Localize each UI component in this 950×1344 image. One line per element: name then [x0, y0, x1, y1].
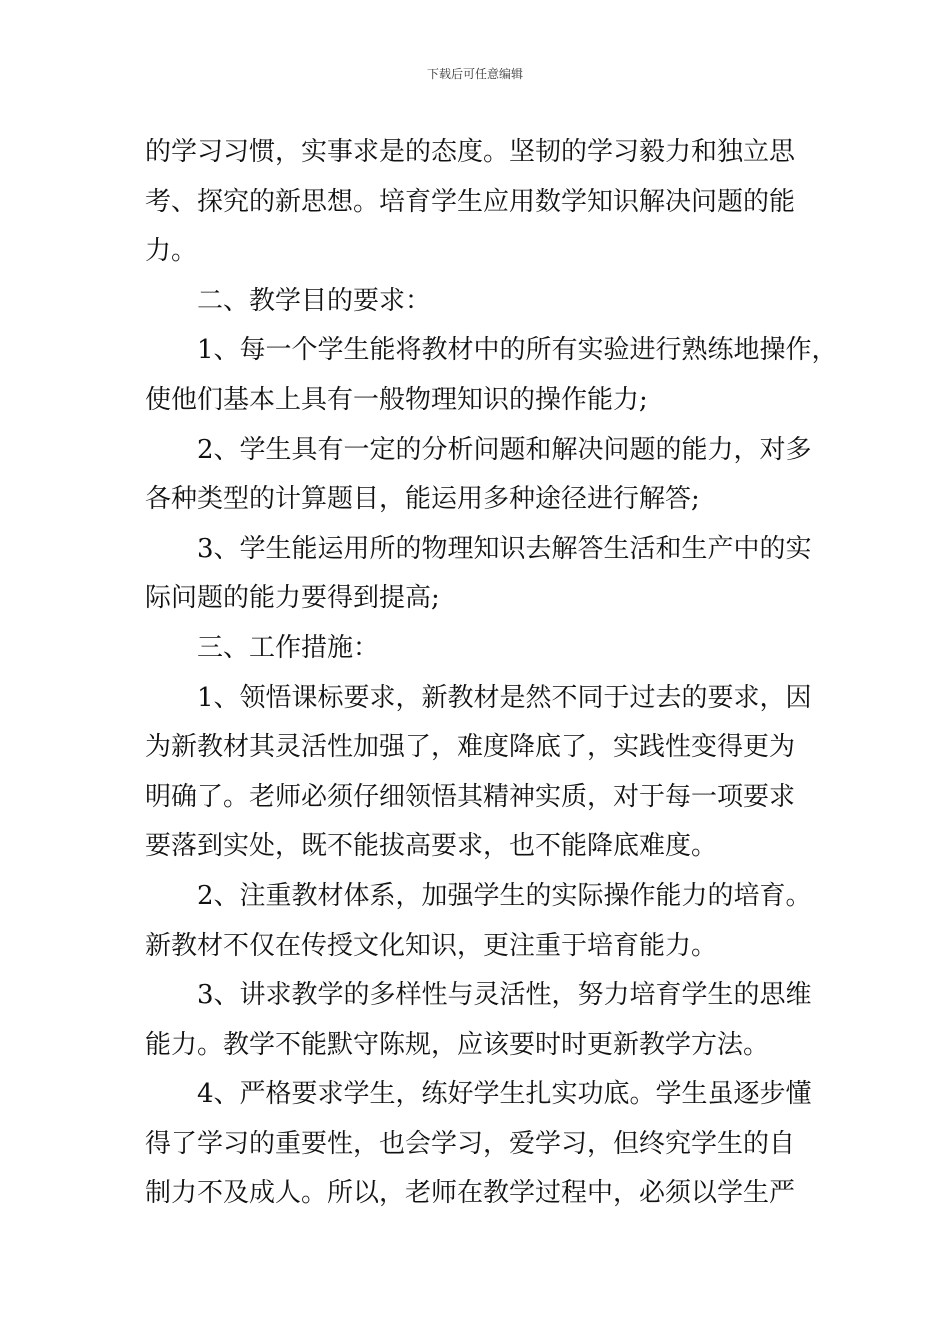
page-header: 下载后可任意编辑	[426, 67, 523, 81]
text-line: 新教材不仅在传授文化知识，更注重于培育能力。	[145, 930, 718, 961]
text-line: 3、讲求教学的多样性与灵活性，努力培育学生的思维	[197, 980, 812, 1011]
text-line: 各种类型的计算题目，能运用多种途径进行解答;	[145, 484, 700, 515]
text-line: 能力。教学不能默守陈规，应该要时时更新教学方法。	[145, 1029, 770, 1060]
text-line: 4、严格要求学生，练好学生扎实功底。学生虽逐步懂	[197, 1079, 812, 1110]
text-line: 力。	[145, 236, 198, 267]
text-line: 考、探究的新思想。培育学生应用数学知识解决问题的能	[145, 186, 796, 217]
text-line: 2、注重教材体系，加强学生的实际操作能力的培育。	[197, 880, 812, 911]
text-line: 为新教材其灵活性加强了，难度降底了，实践性变得更为	[145, 732, 796, 763]
text-line: 1、领悟课标要求，新教材是然不同于过去的要求，因	[197, 682, 812, 713]
section-heading: 二、教学目的要求：	[197, 285, 432, 316]
document-body	[145, 128, 838, 1219]
text-line: 要落到实处，既不能拔高要求，也不能降底难度。	[145, 831, 718, 862]
text-line: 3、学生能运用所的物理知识去解答生活和生产中的实	[197, 533, 812, 564]
text-line: 际问题的能力要得到提高;	[145, 583, 440, 614]
text-line: 制力不及成人。所以，老师在教学过程中，必须以学生严	[145, 1178, 796, 1209]
text-line: 1、每一个学生能将教材中的所有实验进行熟练地操作，	[197, 335, 838, 366]
text-line: 2、学生具有一定的分析问题和解决问题的能力，对多	[197, 434, 812, 465]
text-line: 明确了。老师必须仔细领悟其精神实质，对于每一项要求	[145, 781, 796, 812]
section-heading: 三、工作措施：	[197, 632, 380, 663]
text-line: 使他们基本上具有一般物理知识的操作能力;	[145, 384, 648, 415]
text-line: 的学习习惯，实事求是的态度。坚韧的学习毅力和独立思	[145, 137, 796, 167]
text-line: 得了学习的重要性，也会学习，爱学习，但终究学生的自	[145, 1128, 796, 1159]
